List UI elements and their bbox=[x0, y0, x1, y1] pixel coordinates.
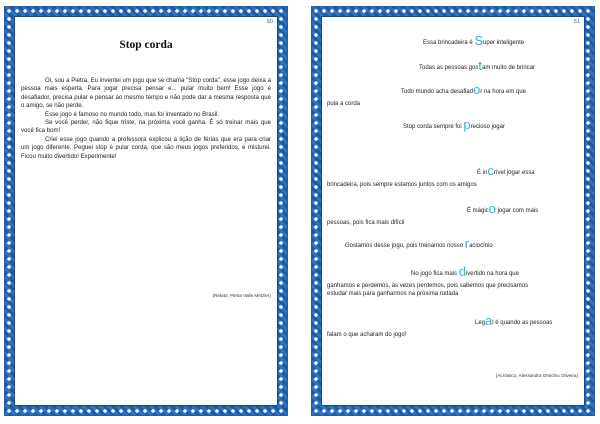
acrostic-letter: d bbox=[458, 264, 466, 279]
line-text: recioso jogar bbox=[470, 124, 505, 130]
line-text: l é quando as pessoas bbox=[492, 320, 553, 326]
line-text: uper inteligente bbox=[483, 40, 525, 46]
story-title: Stop corda bbox=[119, 39, 173, 51]
story-paragraph: Se você perder, não fique triste, na próxima você ganha. É só treinar mais que você fica bom! bbox=[21, 119, 271, 135]
story-paragraph: Criei esse jogo quando a professora explicou a lição de férias que era para criar um jogo diferente. Peguei stop e pular corda, que são meus jogos preferidos, e misturei. Ficou muito divertido! Experimente! bbox=[21, 135, 271, 160]
story-text bbox=[21, 77, 271, 161]
right-page bbox=[311, 6, 595, 416]
line-text: rível jogar essa bbox=[493, 170, 535, 176]
line-text: Essa brincadeira é bbox=[423, 40, 475, 46]
left-page bbox=[4, 6, 288, 416]
right-page-content bbox=[321, 16, 585, 406]
line-continuation: pula a corda bbox=[327, 101, 361, 107]
line-text: r na hora em que bbox=[480, 89, 526, 95]
line-continuation: falam o que acharam do jogo! bbox=[327, 332, 407, 338]
acrostic-letter: t bbox=[478, 58, 482, 73]
line-continuation: pessoas, pois fica mais difícil bbox=[327, 220, 405, 226]
line-text: aciocínio bbox=[469, 243, 493, 249]
line-text: No jogo fica mais bbox=[411, 271, 459, 277]
page-number: 50 bbox=[266, 19, 273, 25]
acrostic-letter: c bbox=[487, 163, 494, 178]
story-credit: (Relato, Pietra Valle Metzler) bbox=[212, 293, 271, 298]
story-paragraph: Esse jogo é famoso no mundo todo, mas foi inventado no Brasil. bbox=[45, 110, 220, 118]
line-continuation: estudar mais para ganharmos na próxima rodada bbox=[327, 291, 459, 297]
acrostic-letter: S bbox=[474, 33, 484, 48]
line-text: É mágic bbox=[467, 208, 489, 214]
acrostic-letter: o bbox=[473, 82, 481, 97]
acrostic-letter: o bbox=[488, 201, 496, 216]
line-continuation: brincadeira, pois sempre estamos juntos com os amigos bbox=[327, 182, 477, 188]
poem-credit: (Acróstico, Alessandra Orsichio Oliveira) bbox=[495, 373, 578, 378]
story-paragraph: Oi, sou a Pietra. Eu inventei um jogo que se chama "Stop corda", esse jogo deixa a pessoa mais esperta. Para jogar precisa pensar e... pular muito bem! Esse jogo é desafiador, precisa pular e pensar ao mesmo tempo e não pode dar a mesma resposta que o amigo, se não perde. bbox=[21, 77, 271, 110]
line-text: ivertido na hora que bbox=[465, 271, 519, 277]
acrostic-letter: p bbox=[463, 117, 471, 132]
left-page-content bbox=[14, 16, 278, 406]
line-text: jogar com mais bbox=[495, 208, 539, 214]
acrostic-letter: r bbox=[464, 236, 470, 251]
page-number: 51 bbox=[573, 19, 580, 25]
line-text: Leg bbox=[475, 320, 486, 326]
line-text: Gostamos desse jogo, pois treinamos nosso bbox=[345, 243, 465, 249]
acrostic-letter: a bbox=[485, 313, 493, 328]
line-text: Stop corda sempre foi bbox=[403, 124, 464, 130]
line-text: Todo mundo acha desafiad bbox=[401, 89, 474, 95]
line-continuation: ganhamos e perdemos, às vezes perdemos, pois sabemos que precisamos bbox=[327, 283, 529, 289]
line-text: Todas as pessoas gos bbox=[419, 65, 479, 71]
line-text: am muito de brincar bbox=[482, 65, 536, 71]
line-text: É in bbox=[477, 170, 488, 176]
